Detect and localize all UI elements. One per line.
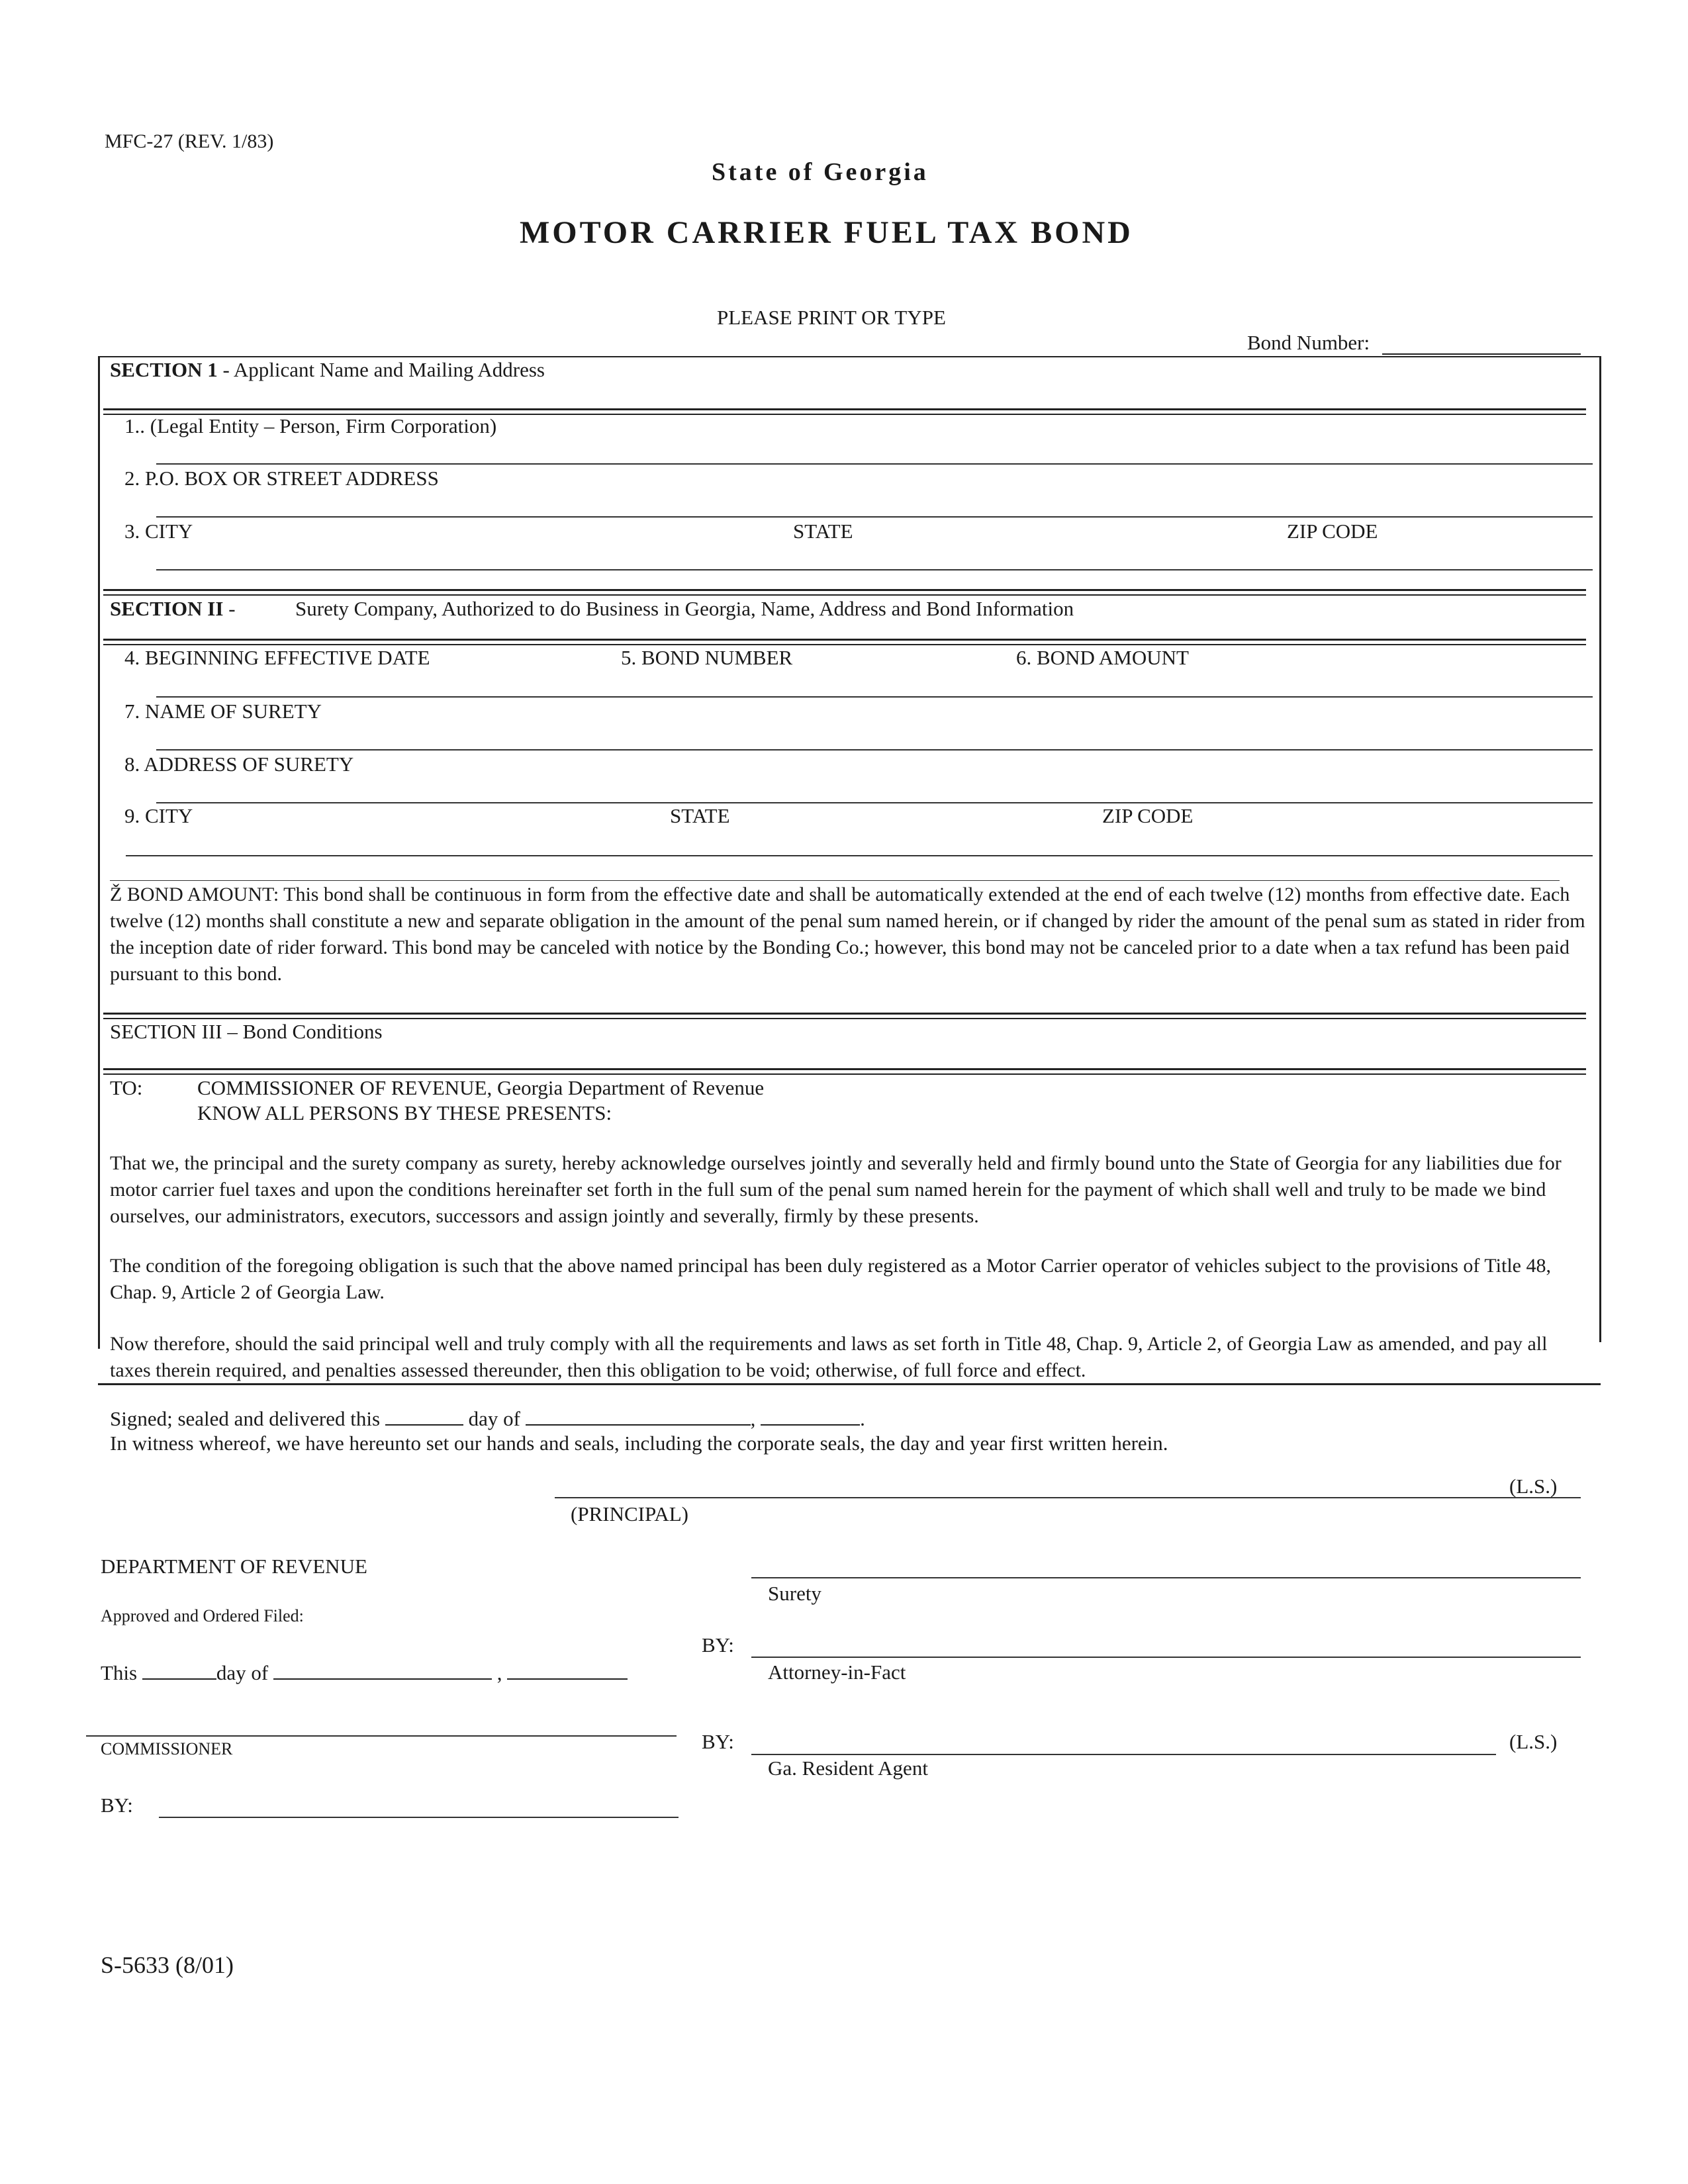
signed-day-of: day of (468, 1407, 520, 1430)
attorney-label: Attorney-in-Fact (768, 1661, 906, 1684)
to-label: TO: (110, 1076, 143, 1099)
surety-label: Surety (768, 1582, 821, 1605)
approved-label: Approved and Ordered Filed: (101, 1606, 304, 1625)
commissioner-label: COMMISSIONER (101, 1739, 233, 1758)
signed-month-field[interactable] (526, 1406, 751, 1426)
field-surety-address-line[interactable] (156, 802, 1593, 803)
signed-line (110, 1406, 865, 1431)
approval-year-field[interactable] (507, 1660, 628, 1680)
approval-date-line (101, 1660, 628, 1685)
field-surety-city-label: 9. CITY (124, 804, 193, 827)
principal-label: (PRINCIPAL) (571, 1502, 688, 1525)
signed-day-field[interactable] (385, 1406, 463, 1426)
condition-paragraph: The condition of the foregoing obligation is such that the above named principal has been duly registered as a Motor Carrier operator of vehicles subject to the provisions of Title 48, Chap. 9, Article 2 of Georgia Law. (110, 1255, 1551, 1303)
field-surety-state-label: STATE (670, 804, 730, 827)
section3-heading: SECTION III – Bond Conditions (110, 1020, 383, 1043)
section1-heading (110, 358, 545, 382)
obligation-paragraph: That we, the principal and the surety company as surety, hereby acknowledge ourselves jointly and severally held and firmly bound unto the State of Georgia for any liabilities due for motor carrier fuel taxes and upon the conditions hereinafter set forth in the full sum of the penal sum named herein for the payment of which shall well and truly to be made we bind ourselves, our administrators, executors, successors and assign jointly and severally, firmly by these presents. (110, 1152, 1562, 1227)
field-surety-address-label: 8. ADDRESS OF SURETY (124, 752, 354, 776)
footer-form-number: S-5633 (8/01) (101, 1952, 234, 1978)
state-heading: State of Georgia (712, 158, 929, 186)
department-title: DEPARTMENT OF REVENUE (101, 1555, 367, 1578)
field-bond-info-line[interactable] (156, 696, 1593, 698)
field-bond-number-label: 5. BOND NUMBER (621, 646, 793, 669)
principal-signature-line[interactable] (555, 1497, 1581, 1498)
section3-top-divider (103, 1013, 1586, 1019)
field-zip-label: ZIP CODE (1287, 520, 1378, 543)
field-surety-zip-label: ZIP CODE (1102, 804, 1194, 827)
to-commissioner: COMMISSIONER OF REVENUE, Georgia Department of Revenue (197, 1076, 765, 1099)
approval-month-field[interactable] (273, 1660, 492, 1680)
commissioner-by-line[interactable] (159, 1817, 679, 1818)
signed-comma: , (750, 1407, 756, 1430)
field-legal-entity-label: 1.. (Legal Entity – Person, Firm Corporation) (124, 414, 497, 437)
witness-text: In witness whereof, we have hereunto set our hands and seals, including the corporate seals, the day and year first written herein. (110, 1432, 1168, 1455)
attorney-signature-line[interactable] (751, 1657, 1581, 1658)
principal-ls: (L.S.) (1509, 1475, 1558, 1498)
print-note: PLEASE PRINT OR TYPE (717, 306, 946, 329)
approval-comma: , (496, 1661, 502, 1684)
field-street-address-line[interactable] (156, 516, 1593, 518)
form-code: MFC-27 (REV. 1/83) (105, 130, 274, 152)
field-surety-city-state-zip-line[interactable] (126, 855, 1593, 856)
approval-day-of: day of (216, 1661, 269, 1684)
bond-number-field[interactable] (1382, 353, 1581, 355)
commissioner-signature-line[interactable] (86, 1735, 677, 1737)
commissioner-by-label: BY: (101, 1794, 133, 1817)
field-state-label: STATE (793, 520, 853, 543)
section2-title: Surety Company, Authorized to do Business in Georgia, Name, Address and Bond Information (295, 597, 1074, 620)
surety-signature-line[interactable] (751, 1577, 1581, 1578)
section2-top-divider (103, 589, 1586, 596)
section2-heading (110, 597, 236, 621)
field-bond-amount-label: 6. BOND AMOUNT (1016, 646, 1189, 669)
field-effective-date-label: 4. BEGINNING EFFECTIVE DATE (124, 646, 430, 669)
section2-dash: - (223, 597, 236, 620)
approval-this: This (101, 1661, 138, 1684)
field-legal-entity-line[interactable] (156, 463, 1593, 465)
form-left-border (98, 356, 100, 1349)
signed-period: . (860, 1407, 865, 1430)
form-top-border (98, 356, 1601, 357)
field-surety-name-line[interactable] (156, 749, 1593, 751)
section3-divider (103, 1068, 1586, 1075)
section1-title: - Applicant Name and Mailing Address (217, 358, 545, 381)
know-all-persons: KNOW ALL PERSONS BY THESE PRESENTS: (197, 1101, 612, 1124)
agent-by-label: BY: (702, 1730, 734, 1753)
field-city-label: 3. CITY (124, 520, 193, 543)
bond-amount-note: Ž BOND AMOUNT: This bond shall be continuous in form from the effective date and shall be automatically extended at the end of each twelve (12) months from effective date. Each twelve (12) months shall constitute a new and separate obligation in the amount of the penal sum named herein, or if changed by rider the amount of the penal sum as stated in rider from the inception date of rider forward. This bond may be canceled with notice by the Bonding Co.; however, this bond may not be canceled prior to a date when a tax refund has been paid pursuant to this bond. (110, 884, 1585, 985)
attorney-by-label: BY: (702, 1633, 734, 1657)
bond-number-label: Bond Number: (1247, 331, 1370, 354)
signed-year-field[interactable] (761, 1406, 860, 1426)
section2-label: SECTION II (110, 597, 224, 620)
signed-text: Signed; sealed and delivered this (110, 1407, 381, 1430)
compliance-paragraph: Now therefore, should the said principal well and truly comply with all the requirements and laws as set forth in Title 48, Chap. 9, Article 2, of Georgia Law as amended, and pay all taxes therein required, and penalties assessed thereunder, then this obligation to be void; otherwise, of full force and effect. (110, 1333, 1548, 1381)
field-street-address-label: 2. P.O. BOX OR STREET ADDRESS (124, 467, 439, 490)
field-surety-name-label: 7. NAME OF SURETY (124, 700, 322, 723)
approval-day-field[interactable] (142, 1660, 216, 1680)
section1-label: SECTION 1 (110, 358, 218, 381)
agent-ls: (L.S.) (1509, 1730, 1558, 1753)
form-right-border (1599, 356, 1601, 1342)
section2-divider (103, 639, 1586, 645)
page-title: MOTOR CARRIER FUEL TAX BOND (520, 215, 1133, 250)
agent-label: Ga. Resident Agent (768, 1756, 928, 1780)
agent-signature-line[interactable] (751, 1754, 1496, 1755)
bond-amount-rule (110, 880, 1560, 881)
field-city-state-zip-line[interactable] (156, 569, 1593, 570)
